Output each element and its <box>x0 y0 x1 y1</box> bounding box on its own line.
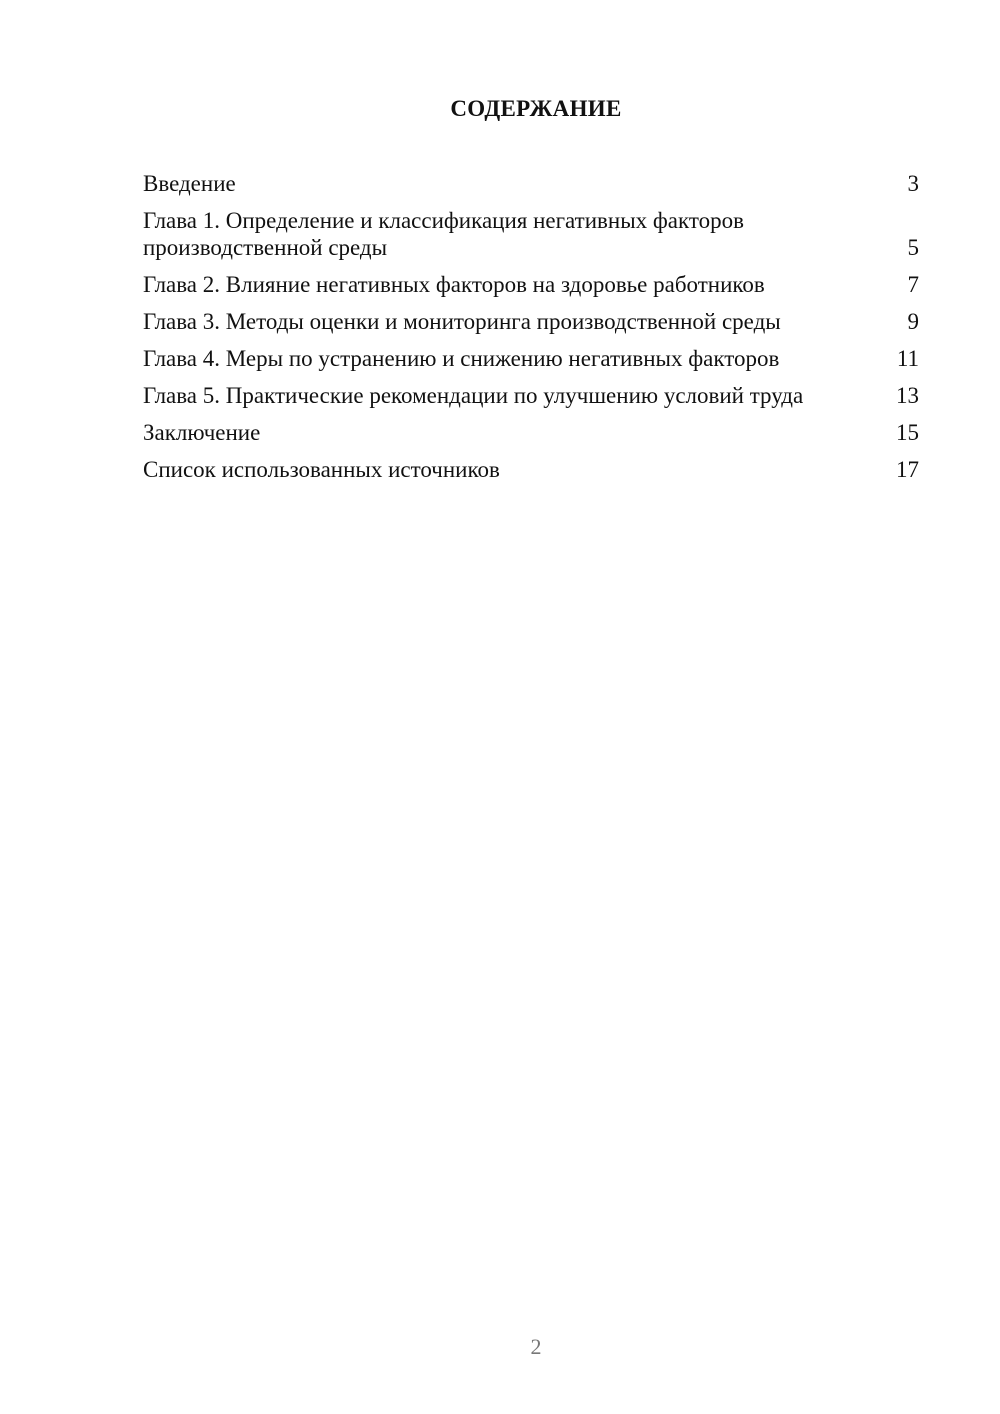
toc-entry <box>143 419 919 446</box>
toc-entry <box>143 456 919 483</box>
toc-entry-page: 17 <box>896 457 919 482</box>
toc-entry-label: Глава 1. Определение и классификация негативных факторов производственной среды <box>143 208 744 260</box>
toc-entry <box>143 308 919 335</box>
toc-entry-page: 11 <box>896 346 919 371</box>
toc-title: СОДЕРЖАНИЕ <box>450 96 622 121</box>
toc-entry <box>143 170 919 197</box>
toc-entry-label: Глава 4. Меры по устранению и снижению негативных факторов <box>143 346 780 371</box>
toc-entry-label: Заключение <box>143 420 261 445</box>
page-number: 2 <box>530 1334 542 1359</box>
toc-entry-page: 7 <box>907 272 919 297</box>
toc-list <box>143 170 919 493</box>
toc-entry-label: Список использованных источников <box>143 457 500 482</box>
toc-entry-page: 5 <box>907 235 919 260</box>
toc-entry-page: 9 <box>907 309 919 334</box>
toc-entry <box>143 271 919 298</box>
toc-entry <box>143 345 919 372</box>
toc-entry-page: 15 <box>896 420 919 445</box>
toc-entry-label: Глава 5. Практические рекомендации по улучшению условий труда <box>143 383 804 408</box>
toc-entry <box>143 207 919 261</box>
toc-entry <box>143 382 919 409</box>
toc-entry-page: 3 <box>907 171 919 196</box>
toc-entry-page: 13 <box>896 383 919 408</box>
toc-entry-label: Введение <box>143 171 236 196</box>
toc-entry-label: Глава 3. Методы оценки и мониторинга производственной среды <box>143 309 781 334</box>
toc-entry-label: Глава 2. Влияние негативных факторов на здоровье работников <box>143 272 765 297</box>
